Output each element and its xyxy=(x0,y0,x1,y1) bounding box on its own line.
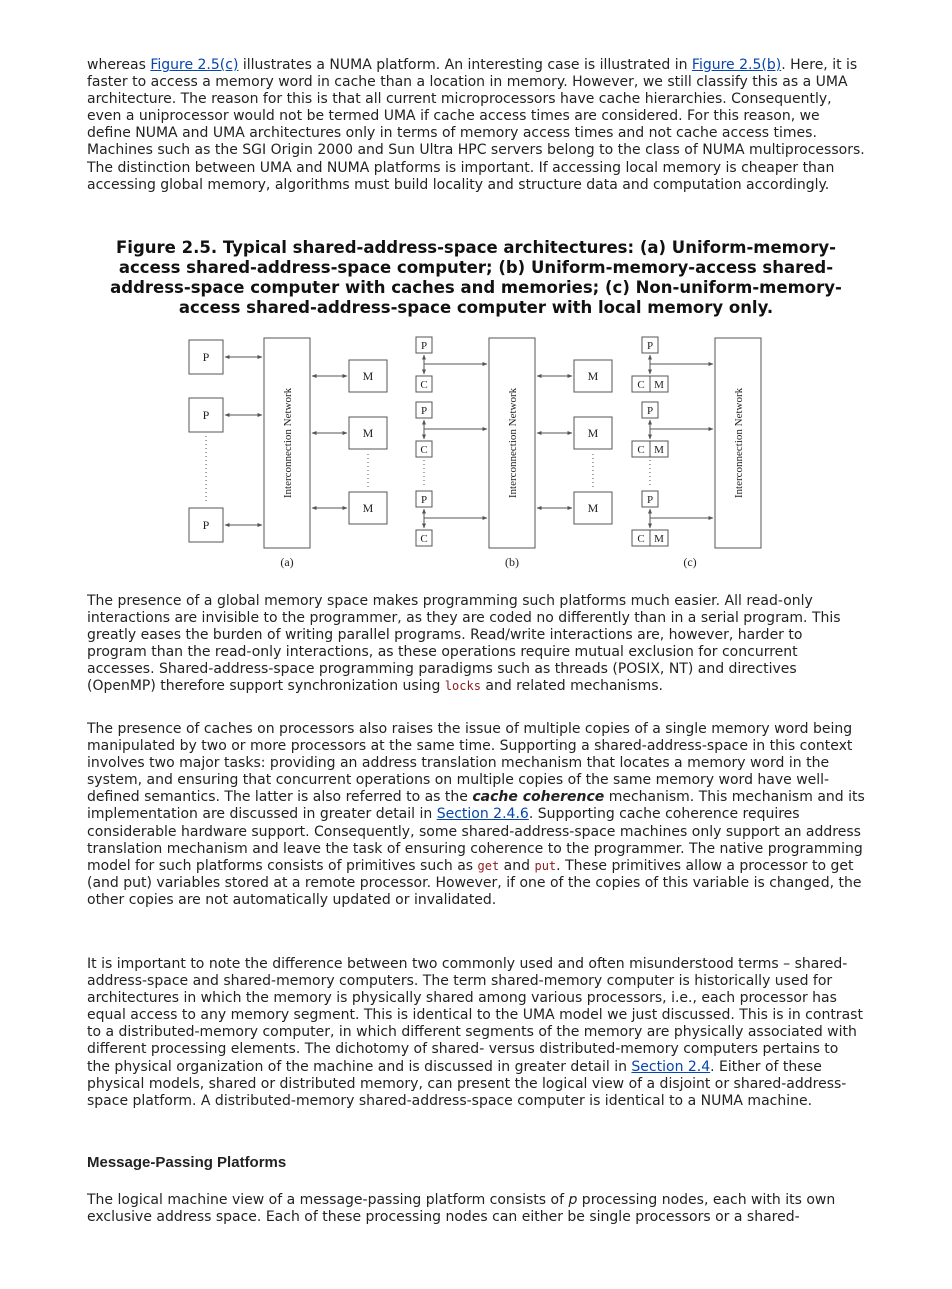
paragraph-text: The logical machine view of a message-passing platform consists of p processing nodes, each with its own exclusive address space. Each of these processing nodes can either be single processors or a shared- xyxy=(87,1192,836,1226)
processor-label: P xyxy=(420,405,428,417)
cache-label: C xyxy=(637,379,645,391)
processor-label: P xyxy=(646,405,654,417)
cache-label: C xyxy=(637,533,645,545)
section-2-4-6-link[interactable]: Section 2.4.6 xyxy=(436,806,529,823)
section-2-4-link[interactable]: Section 2.4 xyxy=(631,1058,711,1075)
cache-label: C xyxy=(420,444,428,456)
paragraph-shared-memory-terms xyxy=(87,956,865,1110)
memory-label: M xyxy=(587,369,599,383)
paragraph-text: It is important to note the difference between two commonly used and often misunderstood terms – shared-address-space and shared-memory computers. The term shared-memory computer is historically used for architectures in which the memory is physically shared among various processors, i.e., each processor has equal access to any memory segment. This is identical to the UMA model we just discussed. This is in contrast to a distributed-memory computer, in which different segments of the memory are physically associated with different processing elements. The dichotomy of shared- versus distributed-memory computers pertains to the physical organization of the machine and is discussed in greater detail in Section 2.4. Either of these physical models, shared or distributed memory, can present the logical view of a disjoint or shared-address-space platform. A distributed-memory shared-address-space computer is identical to a NUMA machine. xyxy=(87,956,863,1109)
processor-label: P xyxy=(202,408,210,422)
local-memory-label: M xyxy=(654,533,664,545)
processor-label: P xyxy=(420,340,428,352)
network-label: Interconnection Network xyxy=(507,387,519,499)
cache-label: C xyxy=(420,533,428,545)
paragraph-global-memory xyxy=(87,593,865,696)
code-put: put xyxy=(534,858,557,873)
subfigure-label-b: (b) xyxy=(505,555,519,569)
processor-label: P xyxy=(202,518,210,532)
local-memory-label: M xyxy=(654,379,664,391)
memory-label: M xyxy=(362,501,374,515)
figure-2-5c-link[interactable]: Figure 2.5(c) xyxy=(150,57,239,73)
memory-label: M xyxy=(362,369,374,383)
cache-label: C xyxy=(420,379,428,391)
subfigure-label-a: (a) xyxy=(280,555,294,569)
section-heading: Message-Passing Platforms xyxy=(87,1154,287,1171)
processor-label: P xyxy=(646,340,654,352)
processor-label: P xyxy=(202,350,210,364)
processor-label: P xyxy=(646,494,654,506)
emphasis-cache-coherence: cache coherence xyxy=(472,789,605,806)
paragraph-message-passing xyxy=(87,1192,865,1226)
subfigure-label-c: (c) xyxy=(683,555,697,569)
memory-label: M xyxy=(587,426,599,440)
cache-label: C xyxy=(637,444,645,456)
paragraph-text: The presence of caches on processors also raises the issue of multiple copies of a single memory word being manipulated by two or more processors at the same time. Supporting a shared-address-space in this context involves two major tasks: providing an address translation mechanism that locates a memory word in the system, and ensuring that concurrent operations on multiple copies of the same memory word have well-defined semantics. The latter is also referred to as the cache coherence mechanism. This mechanism and its implementation are discussed in greater detail in Section 2.4.6. Supporting cache coherence requires considerable hardware support. Consequently, some shared-address-space machines only support an address translation mechanism and leave the task of ensuring coherence to the programmer. The native programming model for such platforms consists of primitives such as get and put. These primitives allow a processor to get (and put) variables stored at a remote processor. However, if one of the copies of this variable is changed, the other copies are not automatically updated or invalidated. xyxy=(87,721,865,908)
network-label: Interconnection Network xyxy=(282,387,294,499)
paragraph-text: whereas Figure 2.5(c) illustrates a NUMA platform. An interesting case is illustrated in Figure 2.5(b). Here, it is faster to access a memory word in cache than a location in memory. However, we still classify this as a UMA architecture. The reason for this is that all current microprocessors have cache hierarchies. Consequently, even a uniprocessor would not be termed UMA if cache access times are considered. For this reason, we define NUMA and UMA architectures only in terms of memory access times and not cache access times. Machines such as the SGI Origin 2000 and Sun Ultra HPC servers belong to the class of NUMA multiprocessors. The distinction between UMA and NUMA platforms is important. If accessing local memory is cheaper than accessing global memory, algorithms must build locality and structure data and computation accordingly. xyxy=(87,57,865,193)
emphasis-p: p xyxy=(568,1192,578,1208)
section-heading-wrap xyxy=(87,1154,865,1171)
network-label: Interconnection Network xyxy=(733,387,745,499)
memory-label: M xyxy=(587,501,599,515)
processor-label: P xyxy=(420,494,428,506)
paragraph-text: The presence of a global memory space makes programming such platforms much easier. All read-only interactions are invisible to the programmer, as they are coded no differently than in a serial program. This greatly eases the burden of writing parallel programs. Read/write interactions are, however, harder to program than the read-only interactions, as these operations require mutual exclusion for concurrent accesses. Shared-address-space programming paradigms such as threads (POSIX, NT) and directives (OpenMP) therefore support synchronization using locks and related mechanisms. xyxy=(87,593,841,695)
memory-label: M xyxy=(362,426,374,440)
figure-2-5-diagram xyxy=(184,332,776,576)
local-memory-label: M xyxy=(654,444,664,456)
figure-2-5b-link[interactable]: Figure 2.5(b) xyxy=(691,57,782,73)
paragraph-cache-coherence xyxy=(87,721,865,909)
figure-caption: Figure 2.5. Typical shared-address-space architectures: (a) Uniform-memory-access shared-address-space computer; (b) Uniform-memory-access shared-address-space computer with caches and memories; (c) Non-uniform-memory-access shared-address-space computer with local memory only. xyxy=(110,238,842,317)
code-get: get xyxy=(477,858,500,873)
code-locks: locks xyxy=(444,679,481,694)
paragraph-numa-uma xyxy=(87,57,865,194)
